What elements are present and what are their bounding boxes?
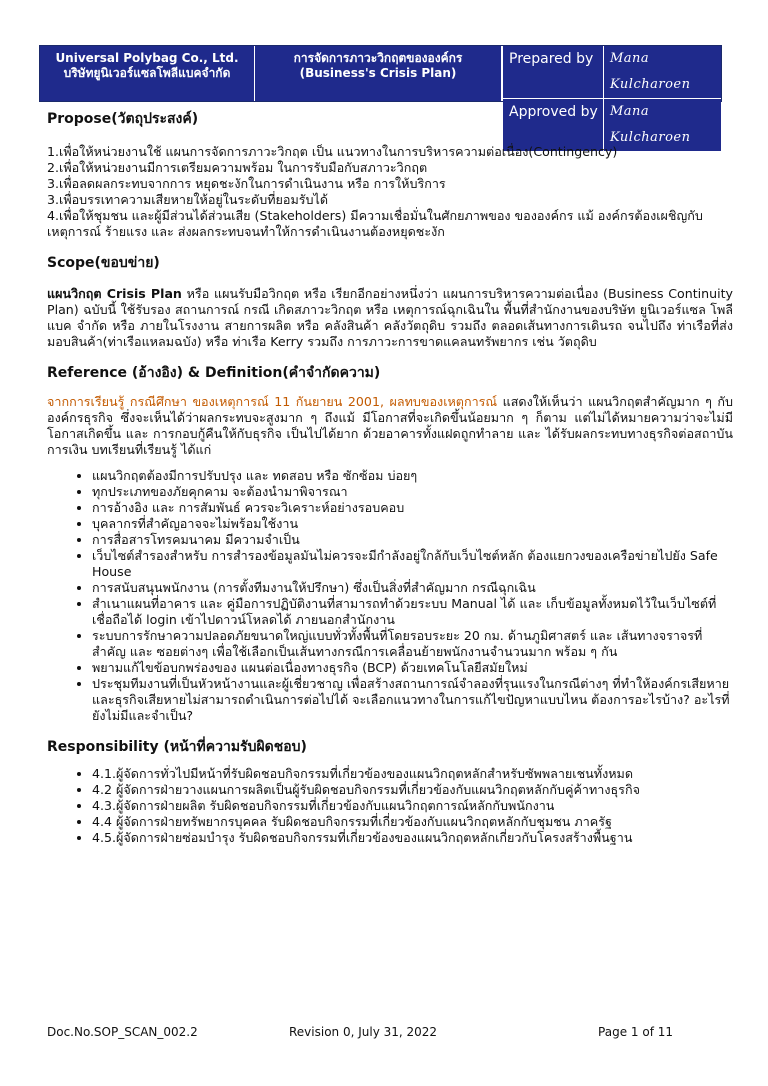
list-item: • 4.3.ผู้จัดการฝ่ายผลิต รับผิดชอบกิจกรรมที่เกี่ยวข้องกับแผนวิกฤตการณ์หลักกับพนักงาน bbox=[92, 798, 733, 814]
propose-item: 4.เพื่อให้ชุมชน และผู้มีส่วนได้ส่วนเสีย (Stakeholders) มีความเชื่อมั่นในศักยภาพของ ขององค์กร แม้ องค์กรต้องเผชิญกับเหตุการณ์ ร้ายแรง และ ส่งผลกระทบจนทำให้การดำเนินงานต้องหยุดชะงัก bbox=[47, 208, 703, 239]
scope-heading: Scope(ขอบข่าย) bbox=[47, 255, 160, 271]
approval-cell bbox=[503, 46, 721, 145]
company-name-en: Universal Polybag Co., Ltd. bbox=[55, 51, 239, 65]
prepared-signature: Mana Kulcharoen bbox=[610, 51, 691, 92]
propose-heading: Propose(วัตถุประสงค์) bbox=[47, 111, 199, 127]
list-item: • 4.4 ผู้จัดการฝ่ายทรัพยากรบุคคล รับผิดชอบกิจกรรมที่เกี่ยวข้องกับแผนวิกฤตหลักกับชุมชน ภาครัฐ bbox=[92, 814, 733, 830]
reference-heading: Reference (อ้างอิง) & Definition(คำจำกัดความ) bbox=[47, 365, 381, 381]
list-item: • การสื่อสารโทรคมนาคม มีความจำเป็น bbox=[92, 532, 733, 548]
revision: Revision 0, July 31, 2022 bbox=[289, 1025, 438, 1039]
approved-label: Approved by bbox=[503, 99, 604, 151]
list-item: • เว็บไซต์สำรองสำหรับ การสำรองข้อมูลมันไม่ควรจะมีกำลังอยู่ใกล้กับเว็บไซต์หลัก ต้องแยกวงของเครือข่ายไปยัง Safe House bbox=[92, 548, 733, 580]
doc-title-en: (Business's Crisis Plan) bbox=[299, 66, 457, 80]
responsibility-heading: Responsibility (หน้าที่ความรับผิดชอบ) bbox=[47, 739, 307, 755]
list-item: • การสนับสนุนพนักงาน (การตั้งทีมงานให้ปรึกษา) ซึ่งเป็นสิ่งที่สำคัญมาก กรณีฉุกเฉิน bbox=[92, 580, 733, 596]
list-item: • แผนวิกฤตต้องมีการปรับปรุง และ ทดสอบ หรือ ซักซ้อม บ่อยๆ bbox=[92, 468, 733, 484]
doc-title-th: การจัดการภาวะวิกฤตขององค์กร bbox=[293, 51, 463, 65]
lessons-list bbox=[47, 468, 733, 724]
scope-lead: แผนวิกฤต Crisis Plan bbox=[47, 286, 182, 301]
page-number: Page 1 of 11 bbox=[598, 1025, 673, 1039]
list-item: • การอ้างอิง และ การสัมพันธ์ ควรจะวิเคราะห์อย่างรอบคอบ bbox=[92, 500, 733, 516]
list-item: • พยามแก้ไขข้อบกพร่องของ แผนต่อเนื่องทางธุรกิจ (BCP) ด้วยเทคโนโลยีสมัยใหม่ bbox=[92, 660, 733, 676]
prepared-label: Prepared by bbox=[503, 46, 604, 98]
list-item: • ทุกประเภทของภัยคุกคาม จะต้องนำมาพิจารณา bbox=[92, 484, 733, 500]
list-item: • ประชุมทีมงานที่เป็นหัวหน้างานและผู้เชี่ยวชาญ เพื่อสร้างสถานการณ์จำลองที่รุนแรงในกรณีต่างๆ ที่ทำให้องค์กรเสียหาย และธุรกิจเสียหายไม่สามารถดำเนินการต่อไปได้ จะเลือกแนวทางในการแก้ไขปัญหาแบบไหน ต้องการอะไรบ้าง? อะไรที่ยังไม่มีและจำเป็น? bbox=[92, 676, 733, 724]
doc-number: Doc.No.SOP_SCAN_002.2 bbox=[47, 1025, 198, 1039]
scope-text: หรือ แผนรับมือวิกฤต หรือ เรียกอีกอย่างหนึ่งว่า แผนการบริหารความต่อเนื่อง (Business Continuity Plan) ฉบับนี้ ใช้รับรอง สถานการณ์ กรณี เกิดสภาวะวิกฤต หรือ เหตุการณ์ฉุกเฉินใน พื้นที่สำนักงานของบริษัท ยูนิเวอร์แซล โพลีแบค จำกัด หรือ ภายในโรงงาน สายการผลิต หรือ คลังสินค้า คลังวัตถุดิบ รวมถึง ตลอดเส้นทางการเดินรถ จนไปถึง ท่าเรือที่ส่งมอบสินค้า(ท่าเรือแหลมฉบัง) หรือ ท่าเรือ Kerry รวมถึง การภาวะการขาดแคลนทรัพยากร เช่น วัตถุดิบ bbox=[47, 286, 733, 349]
document-body bbox=[47, 110, 733, 846]
scope-paragraph bbox=[47, 286, 733, 350]
propose-list bbox=[47, 144, 733, 240]
reference-highlight: จากการเรียนรู้ กรณีศึกษา ของเหตุการณ์ 11 กันยายน 2001, ผลทบของเหตุการณ์ bbox=[47, 394, 498, 409]
propose-item: 3.เพื่อบรรเทาความเสียหายให้อยู่ในระดับที่ยอมรับได้ bbox=[47, 192, 329, 207]
list-item: • 4.1.ผู้จัดการทั่วไปมีหน้าที่รับผิดชอบกิจกรรมที่เกี่ยวข้องของแผนวิกฤตหลักสำหรับซัพพลายเชนทั้งหมด bbox=[92, 766, 733, 782]
responsibility-list bbox=[47, 766, 733, 846]
propose-item: 2.เพื่อให้หน่วยงานมีการเตรียมความพร้อม ในการรับมือกับสภาวะวิกฤต bbox=[47, 160, 428, 175]
list-item: • 4.2 ผู้จัดการฝ่ายวางแผนการผลิตเป็นผู้รับผิดชอบกิจกรรมที่เกี่ยวข้องกับแผนวิกฤตหลักกับคู่ค้าทางธุรกิจ bbox=[92, 782, 733, 798]
list-item: • สำเนาแผนที่อาคาร และ คู่มือการปฏิบัติงานที่สามารถทำด้วยระบบ Manual ได้ และ เก็บข้อมูลทั้งหมดไว้ในเว็บไซต์ที่เชื่อถือได้ login เข้าไปดาวน์โหลดได้ ภายนอกสำนักงาน bbox=[92, 596, 733, 628]
title-cell bbox=[255, 46, 503, 101]
company-name-th: บริษัทยูนิเวอร์แซลโพลีแบคจำกัด bbox=[63, 66, 231, 80]
propose-item: 3.เพื่อลดผลกระทบจากการ หยุดชะงักในการดำเนินงาน หรือ การให้บริการ bbox=[47, 176, 446, 191]
prepared-row bbox=[503, 46, 721, 98]
reference-paragraph bbox=[47, 394, 733, 458]
approved-signature: Mana Kulcharoen bbox=[610, 104, 691, 145]
company-cell bbox=[40, 46, 255, 101]
list-item: • บุคลากรที่สำคัญอาจจะไม่พร้อมใช้งาน bbox=[92, 516, 733, 532]
list-item: • 4.5.ผู้จัดการฝ่ายซ่อมบำรุง รับผิดชอบกิจกรรมที่เกี่ยวข้องของแผนวิกฤตหลักเกี่ยวกับโครงสร้างพื้นฐาน bbox=[92, 830, 733, 846]
propose-item: 1.เพื่อให้หน่วยงานใช้ แผนการจัดการภาวะวิกฤต เป็น แนวทางในการบริหารความต่อเนื่อง(Contingency) bbox=[47, 144, 618, 159]
list-item: • ระบบการรักษาความปลอดภัยขนาดใหญ่แบบทั่วทั้งพื้นที่โดยรอบระยะ 20 กม. ด้านภูมิศาสตร์ และ เส้นทางจราจรที่สำคัญ และ ซอยต่างๆ เพื่อใช้เลือกเป็นเส้นทางกรณีการเคลื่อนย้ายพนักงานจำนวนมาก พร้อม ๆ กัน bbox=[92, 628, 733, 660]
reference-text: แสดงให้เห็นว่า แผนวิกฤตสำคัญมาก ๆ กับ องค์กรธุรกิจ ซึ่งจะเห็นได้ว่าผลกระทบจะสูงมาก ๆ ถึงแม้ มีโอกาสที่จะเกิดขึ้นน้อยมาก ๆ ก็ตาม แต่ไม่ได้หมายความว่าจะไม่มีโอกาสเกิดขึ้น และ การกอบกู้คืนให้กับธุรกิจ เป็นไปได้ยาก ด้วยอาคารทั้งแฝดถูกทำลาย และ ได้รับผลกระทบทางธุรกิจต่อสถาบันการเงิน บทเรียนที่เรียนรู้ ได้แก่ bbox=[47, 394, 733, 457]
